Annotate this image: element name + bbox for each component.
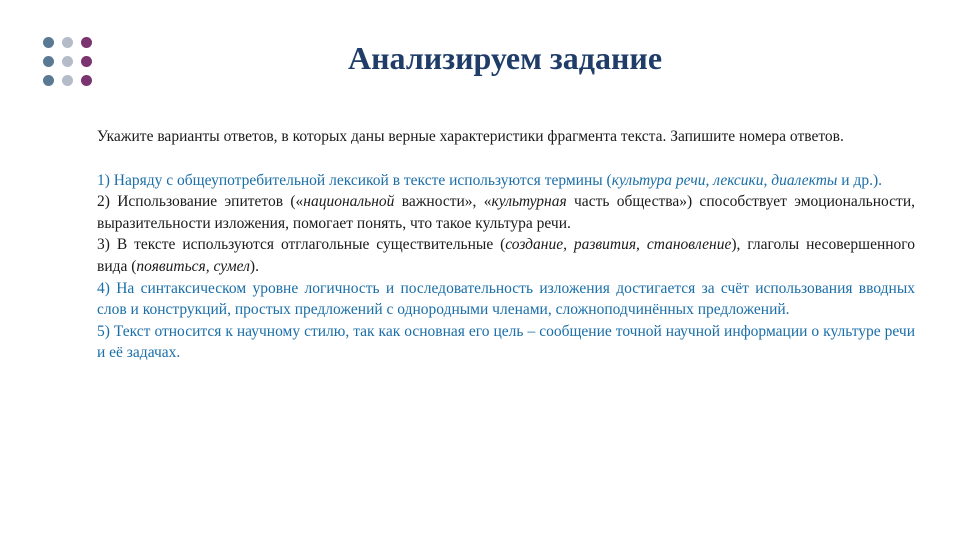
option-text: 4) На синтаксическом уровне логичность и последовательность изложения достигается за счёт использования вводных слов и конструкций, простых предложений с однородными членами, сложноподчинённых предложений. <box>97 279 915 319</box>
task-instruction: Укажите варианты ответов, в которых даны верные характеристики фрагмента текста. Запишите номера ответов. <box>97 128 844 145</box>
task-content <box>97 126 915 364</box>
italic-example-text: появиться, сумел <box>136 257 250 275</box>
option-text: ). <box>249 257 259 275</box>
option-text: и др.). <box>837 171 882 189</box>
answer-option-3 <box>97 234 915 277</box>
answer-option-1 <box>97 170 915 192</box>
option-text: ), глаголы несовершенного вида ( <box>97 236 916 275</box>
answer-options-list <box>97 170 915 364</box>
slide-title: Анализируем задание <box>347 40 663 76</box>
answer-option-2 <box>97 191 915 234</box>
italic-example-text: национальной <box>303 193 395 211</box>
italic-example-text: культура речи, лексики, диалекты <box>611 171 838 189</box>
option-text: 1) Наряду с общеупотребительной лексикой в тексте используются термины ( <box>97 171 612 189</box>
option-text: 5) Текст относится к научному стилю, так как основная его цель – сообщение точной научной информации о культуре речи и её задачах. <box>97 322 915 362</box>
answer-option-4 <box>97 278 915 321</box>
option-text: часть общества») способствует эмоциональности, выразительности изложения, помогает понять, что такое культура речи. <box>97 193 915 232</box>
answer-option-5 <box>97 321 915 364</box>
italic-example-text: культурная <box>491 193 567 211</box>
italic-example-text: создание, развития, становление <box>505 236 732 254</box>
option-text: важности», « <box>394 193 492 211</box>
option-text: 3) В тексте используются отглагольные существительные ( <box>97 236 506 254</box>
option-text: 2) Использование эпитетов (« <box>97 193 304 211</box>
